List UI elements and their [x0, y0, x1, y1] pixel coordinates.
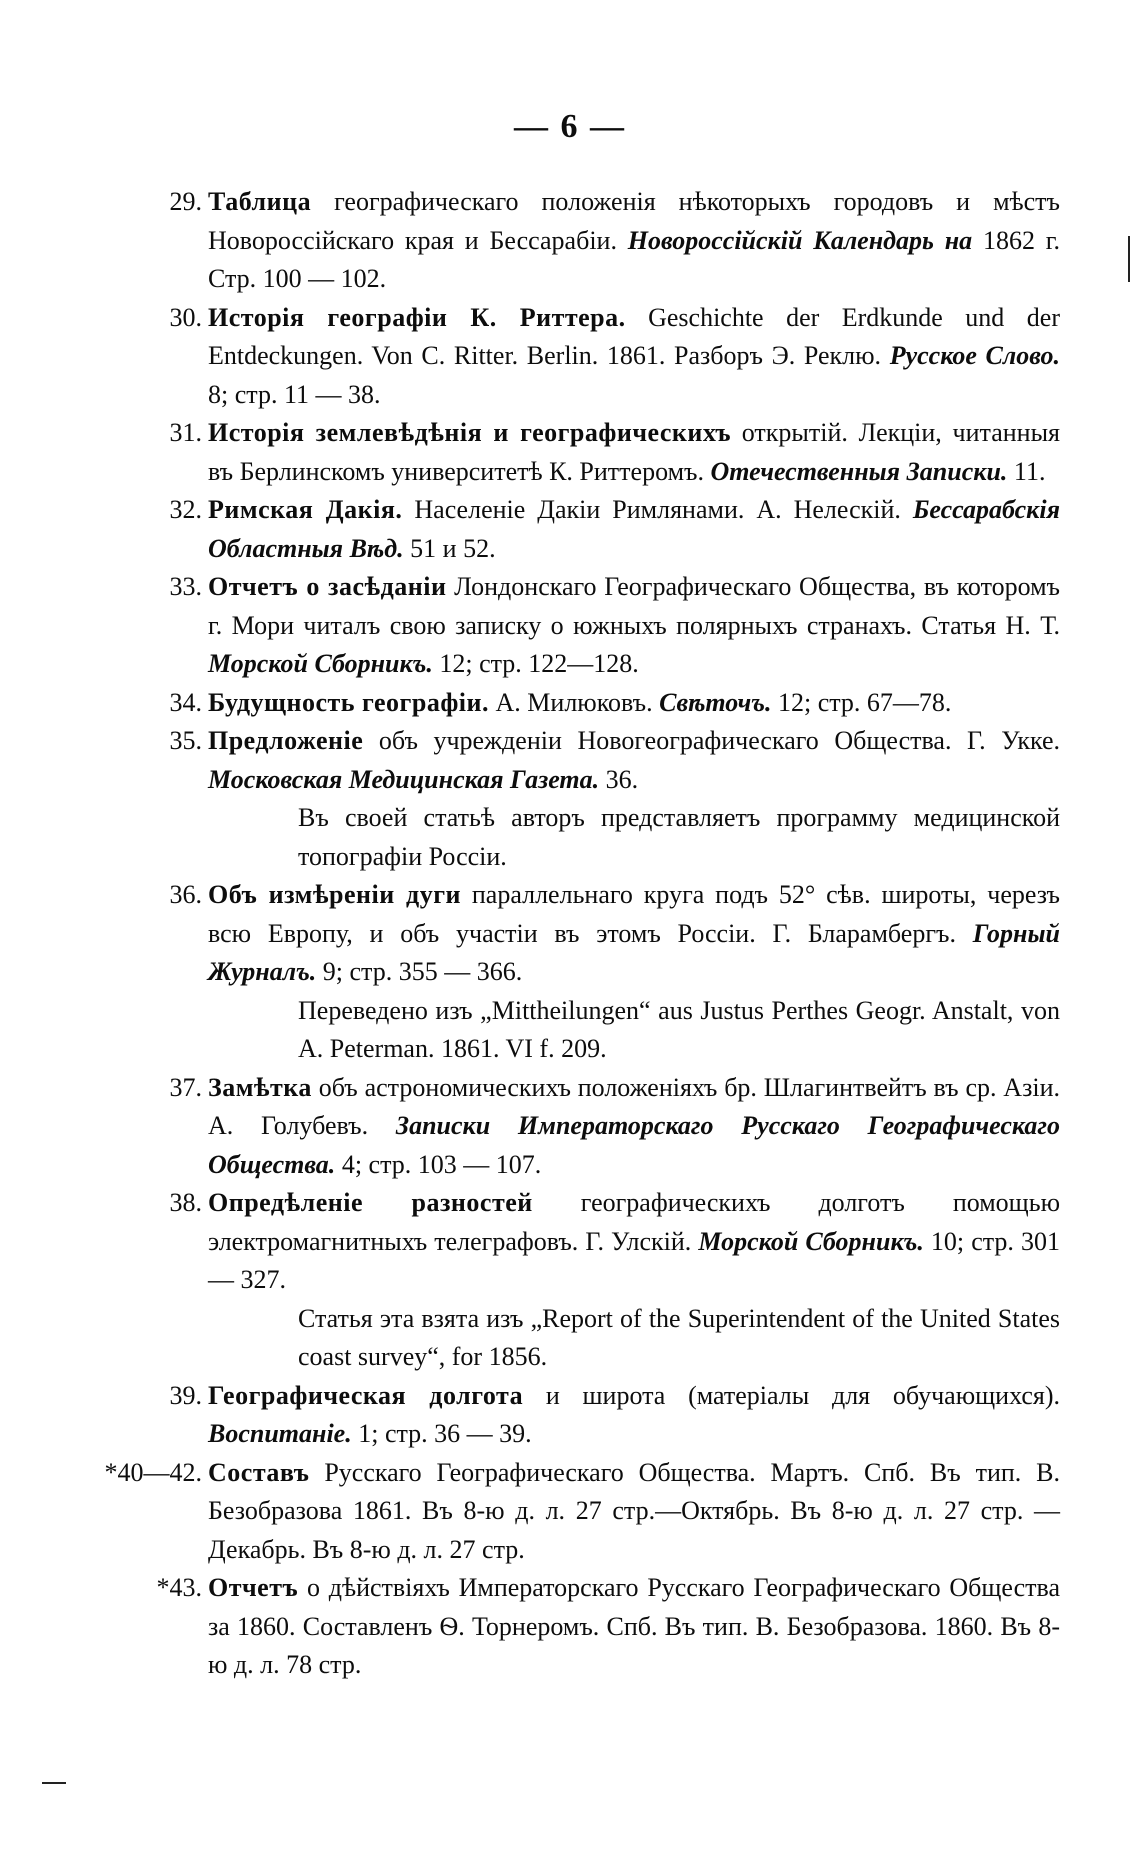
entry-note: Въ своей статьѣ авторъ представляетъ программу медицинской топографіи Россіи.	[298, 803, 1060, 871]
entry-heading: Будущность географіи.	[208, 687, 490, 717]
entry-number: *40—42.	[104, 1457, 202, 1487]
bibliography-entry-34	[140, 684, 1060, 723]
entry-text: географическихъ долготъ помощью электромагнитныхъ телеграфовъ. Г. Улскій.	[208, 1188, 1060, 1256]
bibliography-entry-37	[140, 1069, 1060, 1185]
entry-text: объ учрежденіи Новогеографическаго Общества. Г. Укке.	[363, 726, 1060, 755]
entry-tail: 11.	[1007, 456, 1046, 486]
entry-tail: 9; стр. 355 — 366.	[316, 957, 523, 986]
margin-mark	[42, 1782, 66, 1784]
entry-number: 36.	[169, 880, 202, 909]
entry-tail: 8; стр. 11 — 38.	[208, 379, 381, 409]
entry-tail: 36.	[599, 764, 639, 794]
entry-source: Московская Медицинская Газета.	[208, 764, 600, 794]
entry-heading: Составъ	[208, 1457, 310, 1487]
entry-heading: Римская Дакія.	[208, 495, 403, 524]
bibliography-entry-38	[140, 1184, 1060, 1377]
entry-source: Свѣточъ.	[659, 687, 772, 717]
bibliography-entry-29	[140, 183, 1060, 299]
bibliography-list	[104, 183, 1061, 1685]
entry-source: Записки Императорскаго Русскаго Географическаго Общества.	[208, 1111, 1060, 1179]
entry-number: *43.	[156, 1573, 202, 1602]
entry-heading: Объ измѣреніи дуги	[208, 880, 461, 909]
entry-tail: 51 и 52.	[403, 533, 496, 563]
entry-text: параллельнаго круга подъ 52° сѣв. широты, черезъ всю Европу, и объ участіи въ этомъ Россіи. Г. Бларамбергъ.	[208, 880, 1061, 948]
entry-note: Статья эта взята изъ „Report of the Superintendent of the United States coast survey“, for 1856.	[298, 1303, 1060, 1371]
entry-heading: Отчетъ о засѣданіи	[208, 572, 447, 601]
bibliography-entry-35	[140, 722, 1060, 876]
entry-text: Русскаго Географическаго Общества. Мартъ. Спб. Въ тип. В. Безобразова 1861. Въ 8-ю д. л. 27 стр.—Октябрь. Въ 8-ю д. л. 27 стр. — Декабрь. Въ 8-ю д. л. 27 стр.	[208, 1457, 1060, 1564]
entry-tail: 12; стр. 122—128.	[432, 649, 639, 678]
bibliography-entry-43	[140, 1569, 1060, 1685]
entry-number: 39.	[169, 1380, 202, 1410]
entry-heading: Опредѣленіе разностей	[208, 1188, 533, 1217]
entry-text: географическаго положенія нѣкоторыхъ городовъ и мѣстъ Новороссійскаго края и Бессарабіи.	[208, 187, 1060, 255]
page-number: — 6 —	[514, 108, 626, 145]
entry-heading: Исторія землевѣдѣнія и географическихъ	[208, 418, 732, 447]
entry-heading: Отчетъ	[208, 1573, 299, 1602]
entry-number: 38.	[169, 1188, 202, 1217]
entry-source: Бессарабскія Областныя Вѣд.	[208, 495, 1060, 563]
entry-number: 29.	[169, 187, 202, 216]
entry-source: Морской Сборникъ.	[698, 1226, 924, 1256]
entry-source: Новороссійскій Календарь на	[627, 225, 973, 255]
entry-text: о дѣйствіяхъ Императорскаго Русскаго Географическаго Общества за 1860. Составленъ Ѳ. Торнеромъ. Спб. Въ тип. В. Безобразова. 1860. Въ 8-ю д. л. 78 стр.	[208, 1573, 1060, 1679]
entry-text: А. Милюковъ.	[489, 687, 660, 717]
entry-tail: 1862 г. Стр. 100 — 102.	[208, 225, 1060, 293]
entry-tail: 4; стр. 103 — 107.	[335, 1149, 542, 1179]
entry-text: Населеніе Дакіи Римлянами. А. Нелескій.	[402, 495, 913, 524]
entry-source: Русское Слово.	[889, 341, 1060, 370]
entry-text: объ астрономическихъ положеніяхъ бр. Шлагинтвейтъ въ ср. Азіи. А. Голубевъ.	[208, 1072, 1060, 1140]
bibliography-entry-33	[140, 568, 1060, 684]
entry-text: Лондонскаго Географическаго Общества, въ которомъ г. Мори читалъ свою записку о южныхъ полярныхъ странахъ. Статья Н. Т.	[208, 572, 1060, 640]
entry-heading: Географическая долгота	[208, 1380, 524, 1410]
entry-number: 35.	[169, 726, 202, 755]
bibliography-entry-30	[140, 299, 1060, 415]
entry-text: открытій. Лекціи, читанныя въ Берлинскомъ университетѣ К. Риттеромъ.	[208, 418, 1061, 486]
entry-source: Горный Журналъ.	[208, 918, 1060, 986]
entry-tail: 10; стр. 301 — 327.	[208, 1226, 1060, 1294]
entry-note: Переведено изъ „Mittheilungen“ aus Justus Perthes Geogr. Anstalt, von A. Peterman. 1861. VI f. 209.	[298, 995, 1060, 1063]
entry-number: 30.	[169, 302, 202, 332]
entry-number: 37.	[169, 1072, 202, 1102]
entry-tail: 1; стр. 36 — 39.	[351, 1419, 532, 1448]
bibliography-entry-31	[140, 414, 1060, 491]
entry-source: Морской Сборникъ.	[208, 649, 433, 678]
entry-source: Отечественныя Записки.	[710, 456, 1008, 486]
entry-text: Geschichte der Erdkunde und der Entdeckungen. Von C. Ritter. Berlin. 1861. Разборъ Э. Реклю.	[208, 302, 1060, 370]
entry-number: 33.	[169, 572, 202, 601]
entry-heading: Таблица	[208, 187, 312, 216]
entry-number: 34.	[169, 687, 202, 717]
bibliography-entry-32	[140, 491, 1060, 568]
entry-heading: Замѣтка	[208, 1072, 312, 1102]
entry-text: и широта (матеріалы для обучающихся).	[523, 1380, 1060, 1410]
bibliography-entry-39	[140, 1377, 1060, 1454]
entry-heading: Исторія географіи К. Риттера.	[208, 302, 626, 332]
entry-number: 31.	[169, 418, 202, 447]
entry-heading: Предложеніе	[208, 726, 364, 755]
bibliography-entry-40-42	[104, 1454, 1060, 1570]
entry-number: 32.	[169, 495, 202, 524]
entry-source: Воспитаніе.	[208, 1419, 352, 1448]
entry-tail: 12; стр. 67—78.	[771, 687, 952, 717]
margin-mark	[1128, 236, 1130, 282]
bibliography-entry-36	[140, 876, 1060, 1069]
